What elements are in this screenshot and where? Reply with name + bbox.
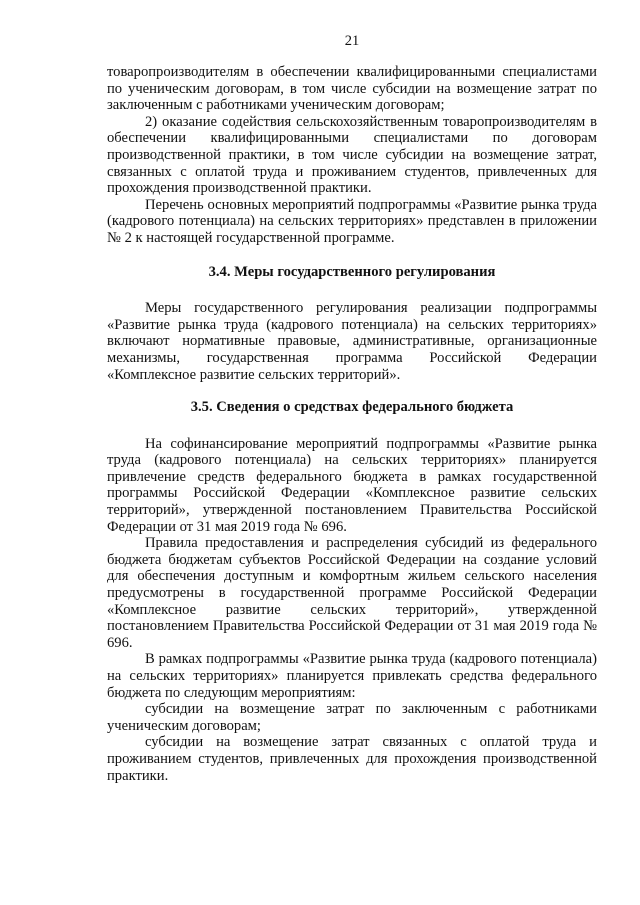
paragraph: На софинансирование мероприятий подпрограммы «Развитие рынка труда (кадрового потенциала) на сельских территориях» планируется привлечение средств федерального бюджета в рамках государственной программы Российской Федерации «Комплексное развитие сельских территорий», утвержденной постановлением Правительства Российской Федерации от 31 мая 2019 года № 696. <box>107 435 597 535</box>
paragraph: 2) оказание содействия сельскохозяйственным товаропроизводителям в обеспечении квалифицированными специалистами по договорам производственной практики, в том числе субсидии на возмещение затрат, связанных с оплатой труда и проживанием студентов, привлеченных для прохождения производственной практики. <box>107 113 597 197</box>
paragraph: В рамках подпрограммы «Развитие рынка труда (кадрового потенциала) на сельских территориях» планируется привлекать средства федерального бюджета по следующим мероприятиям: <box>107 651 597 701</box>
list-item: субсидии на возмещение затрат по заключенным с работниками ученическим договорам; <box>107 701 597 734</box>
page-number: 21 <box>344 33 360 49</box>
section-heading: 3.5. Сведения о средствах федерального бюджета <box>190 399 514 416</box>
paragraph: Правила предоставления и распределения субсидий из федерального бюджета бюджетам субъектов Российской Федерации на создание условий для обеспечения доступным и комфортным жильем сельского населения предусмотрены в государственной программе Российской Федерации «Комплексное развитие сельских территорий», утвержденной постановлением Правительства Российской Федерации от 31 мая 2019 года № 696. <box>107 535 597 651</box>
page-content <box>107 64 597 784</box>
section-heading: 3.4. Меры государственного регулирования <box>208 263 496 280</box>
paragraph: товаропроизводителям в обеспечении квалифицированными специалистами по ученическим договорам, в том числе субсидии на возмещение затрат по заключенным с работниками ученическим договорам; <box>107 64 597 114</box>
paragraph: Меры государственного регулирования реализации подпрограммы «Развитие рынка труда (кадрового потенциала) на сельских территориях» включают нормативные правовые, административные, организационные механизмы, государственная программа Российской Федерации «Комплексное развитие сельских территорий». <box>107 300 597 383</box>
list-item: субсидии на возмещение затрат связанных с оплатой труда и проживанием студентов, привлеченных для прохождения производственной практики. <box>107 734 597 784</box>
paragraph: Перечень основных мероприятий подпрограммы «Развитие рынка труда (кадрового потенциала) на сельских территориях» представлен в приложении № 2 к настоящей государственной программе. <box>107 196 597 246</box>
